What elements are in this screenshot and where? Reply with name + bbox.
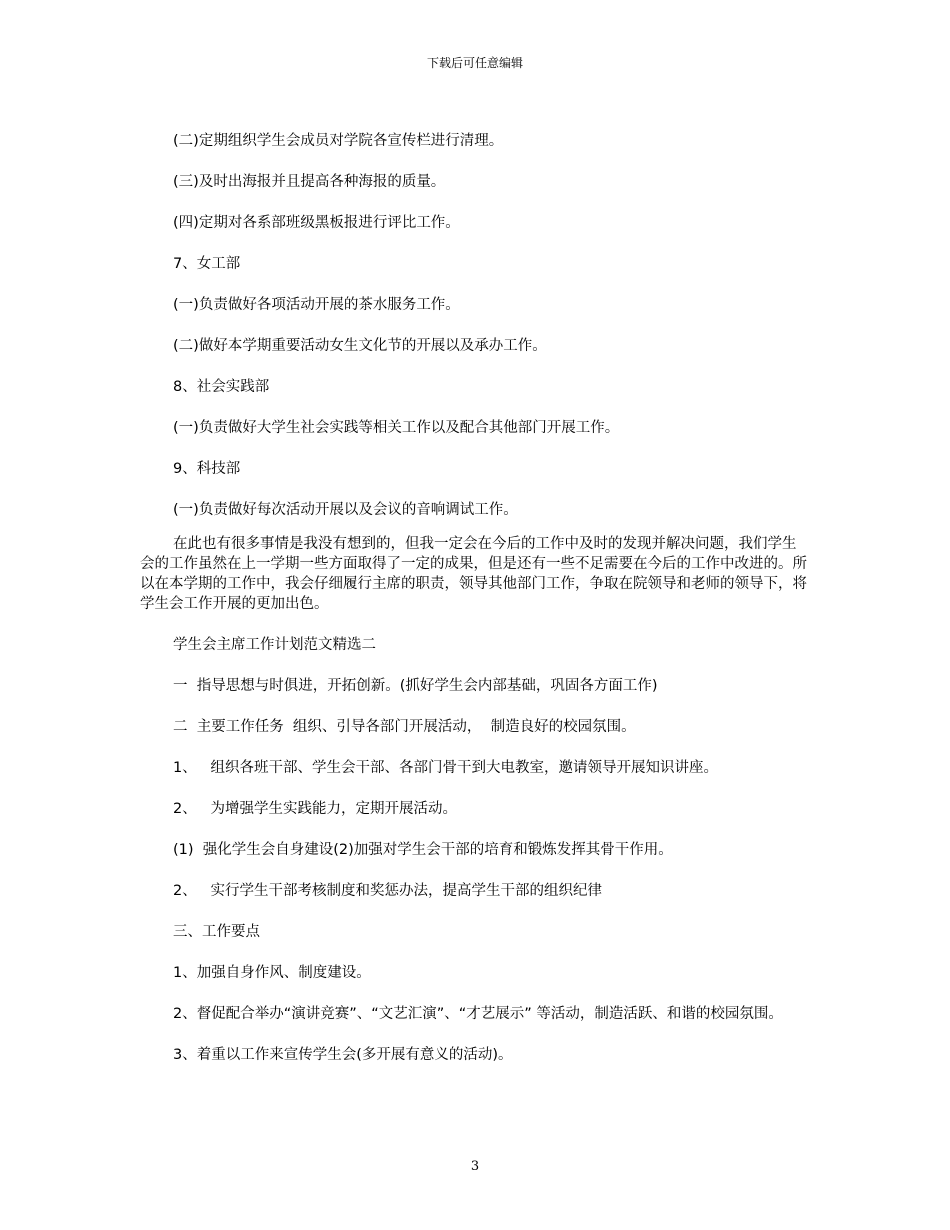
paragraph: 1、加强自身作风、制度建设。	[173, 965, 371, 981]
paragraph: 3、着重以工作来宣传学生会(多开展有意义的活动)。	[173, 1047, 513, 1063]
paragraph: (一)负责做好各项活动开展的茶水服务工作。	[173, 297, 460, 313]
page-header: 下载后可任意编辑	[426, 56, 523, 70]
paragraph: 1、 组织各班干部、学生会干部、各部门骨干到大电教室，邀请领导开展知识讲座。	[173, 760, 719, 776]
paragraph: 二 主要工作任务 组织、引导各部门开展活动， 制造良好的校园氛围。	[173, 719, 636, 735]
paragraph: 一 指导思想与时俱进，开拓创新。(抓好学生会内部基础，巩固各方面工作)	[173, 678, 658, 694]
section-heading: 7、女工部	[173, 256, 241, 272]
document-body	[140, 131, 810, 1065]
paragraph: (四)定期对各系部班级黑板报进行评比工作。	[173, 215, 460, 231]
paragraph: (二)定期组织学生会成员对学院各宣传栏进行清理。	[173, 133, 504, 149]
paragraph: (一)负责做好每次活动开展以及会议的音响调试工作。	[173, 502, 518, 518]
paragraph: 2、 为增强学生实践能力，定期开展活动。	[173, 801, 458, 817]
paragraph: (二)做好本学期重要活动女生文化节的开展以及承办工作。	[173, 338, 547, 354]
paragraph: (1) 强化学生会自身建设(2)加强对学生会干部的培育和锻炼发挥其骨干作用。	[173, 842, 673, 858]
paragraph: 在此也有很多事情是我没有想到的，但我一定会在今后的工作中及时的发现并解决问题，我们学生会的工作虽然在上一学期一些方面取得了一定的成果，但是还有一些不足需要在今后的工作中改进的。所以在本学期的工作中，我会仔细履行主席的职责，领导其他部门工作，争取在院领导和老师的领导下，将学生会工作开展的更加出色。	[140, 536, 807, 612]
paragraph: 2、督促配合举办“演讲竞赛”、“文艺汇演”、“才艺展示” 等活动，制造活跃、和谐的校园氛围。	[173, 1006, 783, 1022]
page-number: 3	[470, 1159, 480, 1174]
paragraph: 2、 实行学生干部考核制度和奖惩办法，提高学生干部的组织纪律	[173, 883, 603, 899]
section-title: 学生会主席工作计划范文精选二	[173, 637, 376, 653]
section-heading: 9、科技部	[173, 461, 241, 477]
paragraph: (三)及时出海报并且提高各种海报的质量。	[173, 174, 446, 190]
paragraph: (一)负责做好大学生社会实践等相关工作以及配合其他部门开展工作。	[173, 420, 620, 436]
section-heading: 8、社会实践部	[173, 379, 270, 395]
section-heading: 三、工作要点	[173, 924, 260, 940]
